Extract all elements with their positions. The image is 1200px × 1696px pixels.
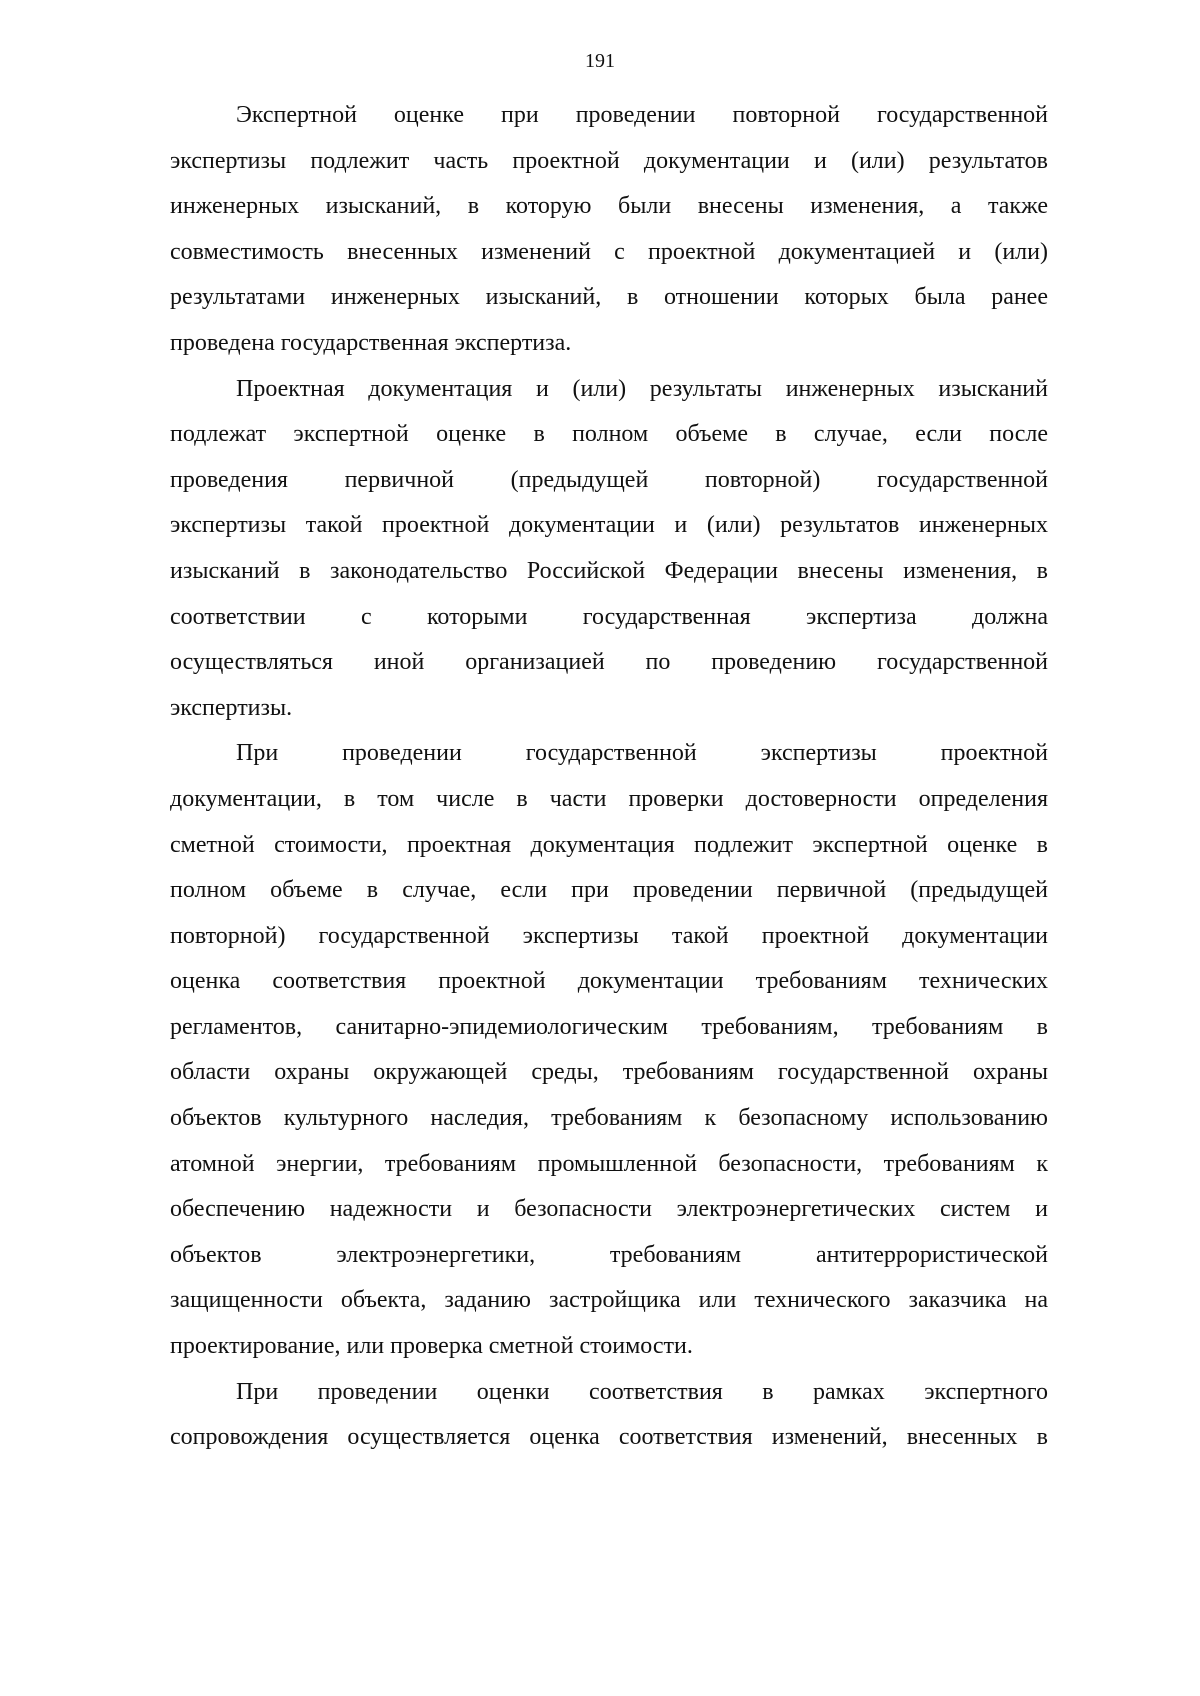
text-line: полном объеме в случае, если при проведении первичной (предыдущей xyxy=(170,877,1048,904)
text-line: Проектная документация и (или) результаты инженерных изысканий xyxy=(236,375,1048,402)
text-line: совместимость внесенных изменений с проектной документацией и (или) xyxy=(170,238,1048,265)
text-line: защищенности объекта, заданию застройщика или технического заказчика на xyxy=(170,1287,1048,1314)
text-line: области охраны окружающей среды, требованиям государственной охраны xyxy=(170,1059,1048,1086)
document-body xyxy=(170,97,1048,1465)
text-line: инженерных изысканий, в которую были внесены изменения, а также xyxy=(170,193,1048,220)
text-line: объектов культурного наследия, требованиям к безопасному использованию xyxy=(170,1105,1048,1132)
text-line: экспертизы. xyxy=(170,694,293,721)
text-line: подлежат экспертной оценке в полном объеме в случае, если после xyxy=(170,421,1048,448)
text-line: осуществляться иной организацией по проведению государственной xyxy=(170,649,1048,676)
paragraph xyxy=(170,1374,1048,1465)
text-line: Экспертной оценке при проведении повторной государственной xyxy=(236,102,1048,128)
text-line: результатами инженерных изысканий, в отношении которых была ранее xyxy=(170,284,1048,311)
text-line: экспертизы подлежит часть проектной документации и (или) результатов xyxy=(170,147,1048,174)
paragraph xyxy=(170,735,1048,1373)
text-line: обеспечению надежности и безопасности электроэнергетических систем и xyxy=(170,1196,1048,1223)
text-line: изысканий в законодательство Российской Федерации внесены изменения, в xyxy=(170,557,1048,584)
text-line: объектов электроэнергетики, требованиям антитеррористической xyxy=(170,1241,1048,1268)
text-line: повторной) государственной экспертизы такой проектной документации xyxy=(170,922,1048,949)
page-number: 191 xyxy=(585,50,615,72)
text-line: При проведении государственной экспертизы проектной xyxy=(236,740,1048,767)
text-line: атомной энергии, требованиям промышленной безопасности, требованиям к xyxy=(170,1150,1048,1177)
text-line: При проведении оценки соответствия в рамках экспертного xyxy=(236,1378,1048,1405)
text-line: сопровождения осуществляется оценка соответствия изменений, внесенных в xyxy=(170,1424,1048,1451)
paragraph xyxy=(170,97,1048,371)
text-line: документации, в том числе в части проверки достоверности определения xyxy=(170,785,1048,812)
text-line: проектирование, или проверка сметной стоимости. xyxy=(170,1333,693,1360)
text-line: сметной стоимости, проектная документация подлежит экспертной оценке в xyxy=(170,831,1048,858)
text-line: проведена государственная экспертиза. xyxy=(170,329,572,356)
text-line: соответствии с которыми государственная экспертиза должна xyxy=(170,603,1048,630)
paragraph xyxy=(170,371,1048,736)
text-line: экспертизы такой проектной документации и (или) результатов инженерных xyxy=(170,512,1048,539)
text-line: регламентов, санитарно-эпидемиологическим требованиям, требованиям в xyxy=(170,1013,1048,1040)
text-line: проведения первичной (предыдущей повторной) государственной xyxy=(170,466,1048,493)
text-line: оценка соответствия проектной документации требованиям технических xyxy=(170,968,1048,995)
